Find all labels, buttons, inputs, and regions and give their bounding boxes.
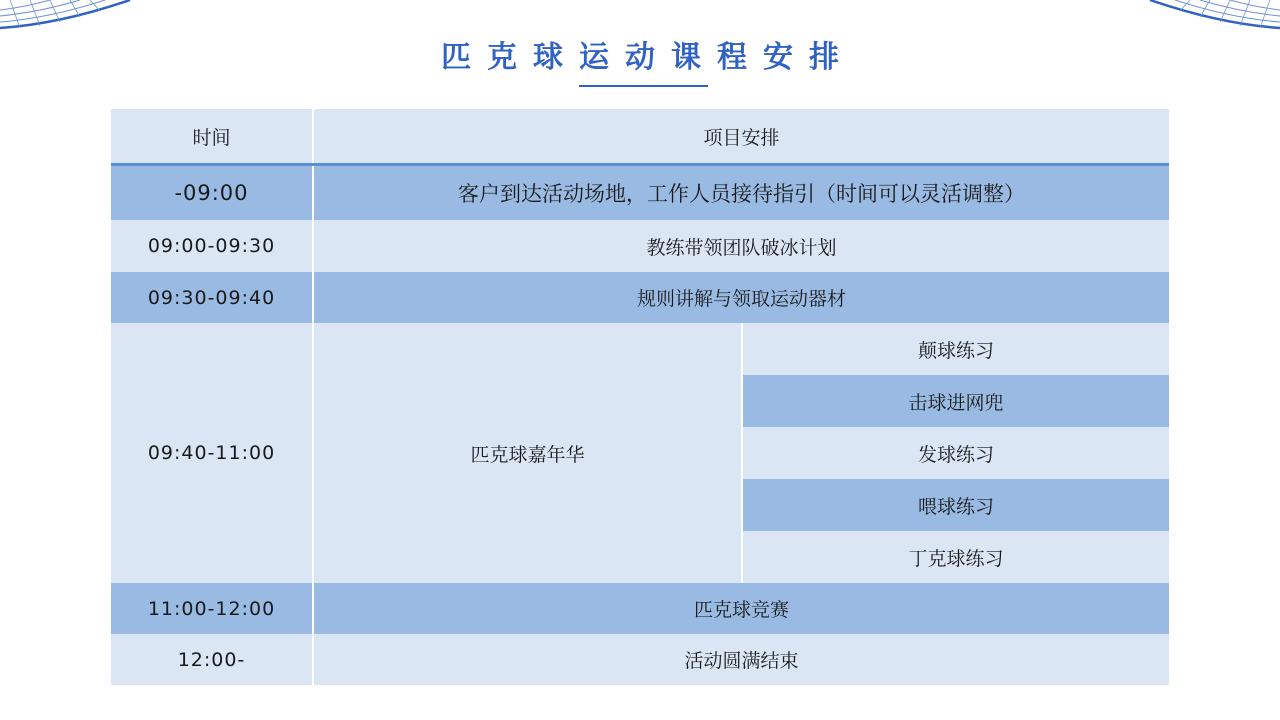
- sub-item: 丁克球练习: [743, 531, 1169, 583]
- corner-net-decoration-right: [1140, 0, 1280, 32]
- row-time: 09:40-11:00: [111, 323, 312, 583]
- row-time: 09:00-09:30: [111, 220, 312, 272]
- row-program: 匹克球嘉年华: [314, 323, 741, 583]
- sub-item: 颠球练习: [743, 323, 1169, 375]
- row-time: 11:00-12:00: [111, 583, 312, 634]
- row-time: 12:00-: [111, 634, 312, 685]
- schedule-table: [111, 109, 1169, 685]
- row-time: -09:00: [111, 166, 312, 220]
- row-program: 规则讲解与领取运动器材: [314, 272, 1169, 323]
- title-underline: [579, 85, 708, 87]
- page-title: 匹克球运动课程安排: [441, 40, 855, 75]
- sub-item: 发球练习: [743, 427, 1169, 479]
- row-program: 教练带领团队破冰计划: [314, 220, 1169, 272]
- corner-net-decoration-left: [0, 0, 140, 32]
- row-program: 客户到达活动场地，工作人员接待指引（时间可以灵活调整）: [314, 166, 1169, 220]
- header-time: 时间: [111, 109, 312, 163]
- sub-item: 击球进网兜: [743, 375, 1169, 427]
- row-program: 活动圆满结束: [314, 634, 1169, 685]
- row-program: 匹克球竞赛: [314, 583, 1169, 634]
- row-time: 09:30-09:40: [111, 272, 312, 323]
- header-program: 项目安排: [314, 109, 1169, 163]
- sub-item: 喂球练习: [743, 479, 1169, 531]
